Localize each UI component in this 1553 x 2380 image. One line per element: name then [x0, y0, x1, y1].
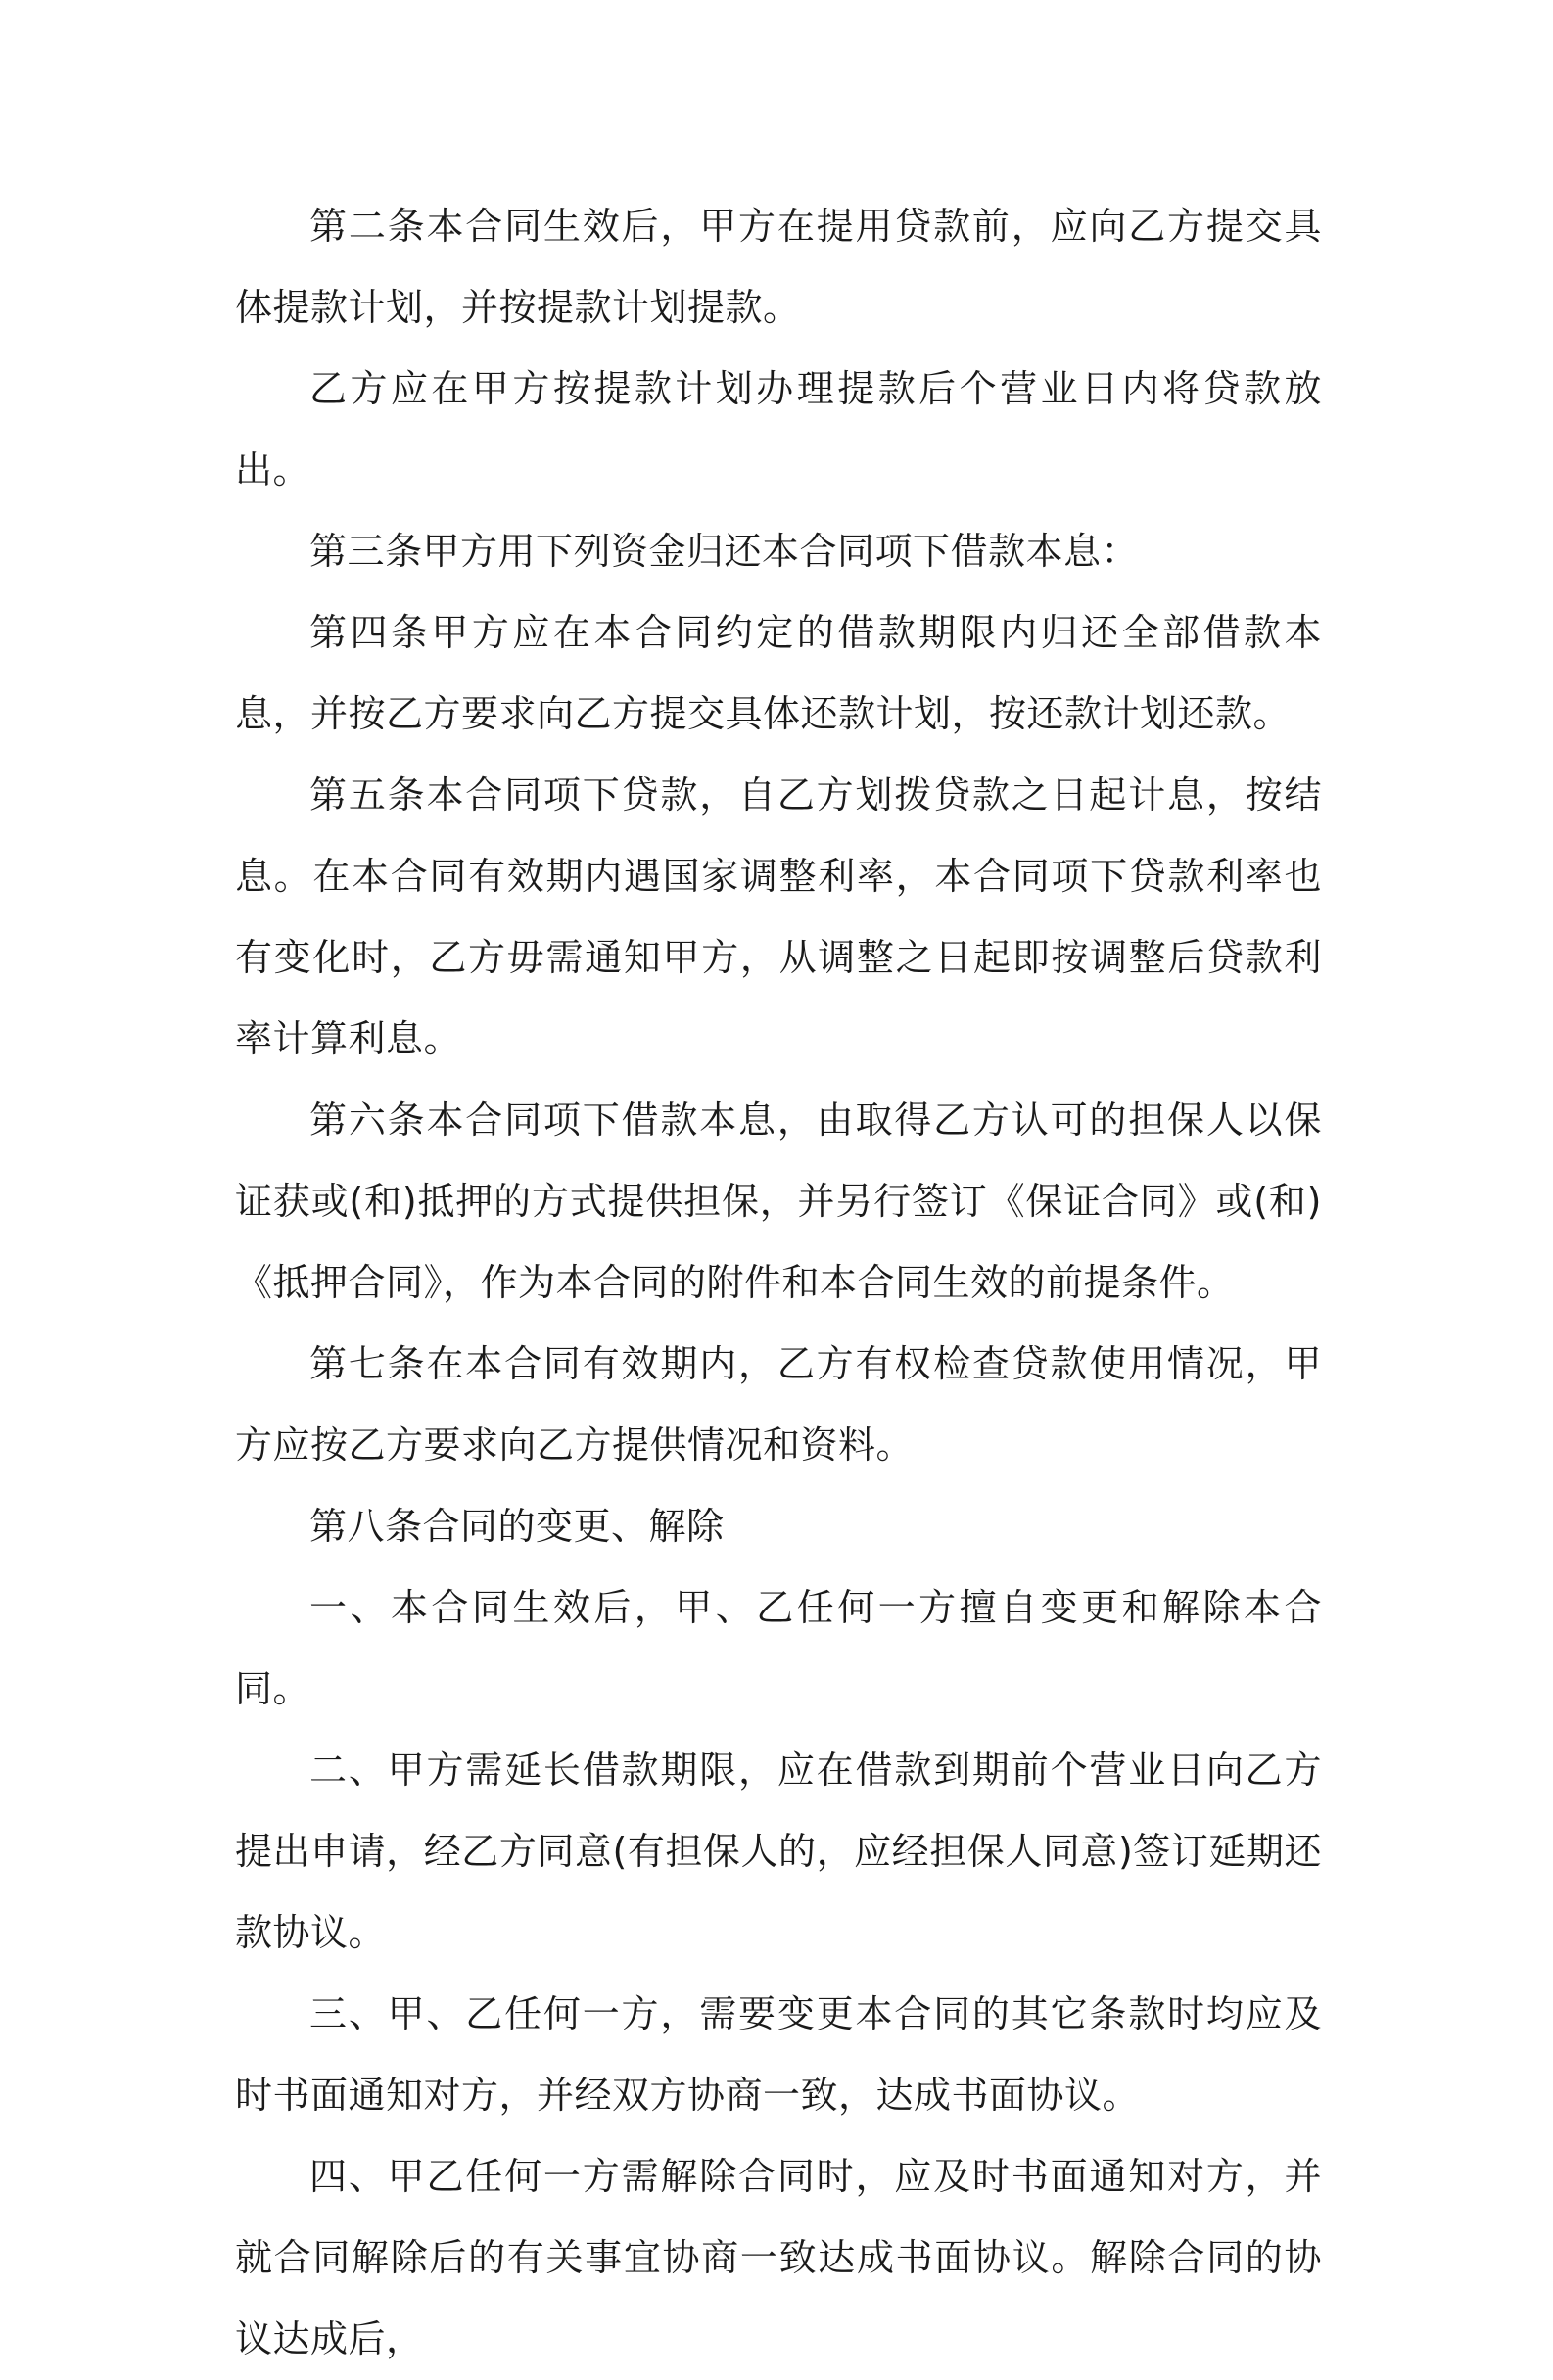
paragraph-article-7: 第七条在本合同有效期内，乙方有权检查贷款使用情况，甲方应按乙方要求向乙方提供情况和资料。 — [235, 1342, 1322, 1467]
paragraph-clause-4: 四、甲乙任何一方需解除合同时，应及时书面通知对方，并就合同解除后的有关事宜协商一致达成书面协议。解除合同的协议达成后， — [235, 2155, 1322, 2360]
paragraph-clause-1: 一、本合同生效后，甲、乙任何一方擅自变更和解除本合同。 — [235, 1586, 1322, 1710]
paragraph-clause-3: 三、甲、乙任何一方，需要变更本合同的其它条款时均应及时书面通知对方，并经双方协商一致，达成书面协议。 — [235, 1992, 1322, 2117]
paragraph-article-5: 第五条本合同项下贷款，自乙方划拨贷款之日起计息，按结息。在本合同有效期内遇国家调整利率，本合同项下贷款利率也有变化时，乙方毋需通知甲方，从调整之日起即按调整后贷款利率计算利息。 — [235, 773, 1322, 1060]
paragraph-article-8-heading: 第八条合同的变更、解除 — [309, 1505, 725, 1548]
paragraph-article-3: 第三条甲方用下列资金归还本合同项下借款本息： — [309, 530, 1140, 573]
contract-body — [235, 186, 1322, 2380]
paragraph-article-6: 第六条本合同项下借款本息，由取得乙方认可的担保人以保证获或(和)抵押的方式提供担保，并另行签订《保证合同》或(和)《抵押合同》，作为本合同的附件和本合同生效的前提条件。 — [235, 1098, 1322, 1304]
paragraph-article-2: 第二条本合同生效后，甲方在提用贷款前，应向乙方提交具体提款计划，并按提款计划提款。 — [235, 205, 1322, 329]
paragraph-clause-2: 二、甲方需延长借款期限，应在借款到期前个营业日向乙方提出申请，经乙方同意(有担保人的，应经担保人同意)签订延期还款协议。 — [235, 1749, 1322, 1954]
paragraph-article-4: 第四条甲方应在本合同约定的借款期限内归还全部借款本息，并按乙方要求向乙方提交具体还款计划，按还款计划还款。 — [235, 611, 1322, 735]
paragraph-disbursement: 乙方应在甲方按提款计划办理提款后个营业日内将贷款放出。 — [235, 367, 1322, 491]
